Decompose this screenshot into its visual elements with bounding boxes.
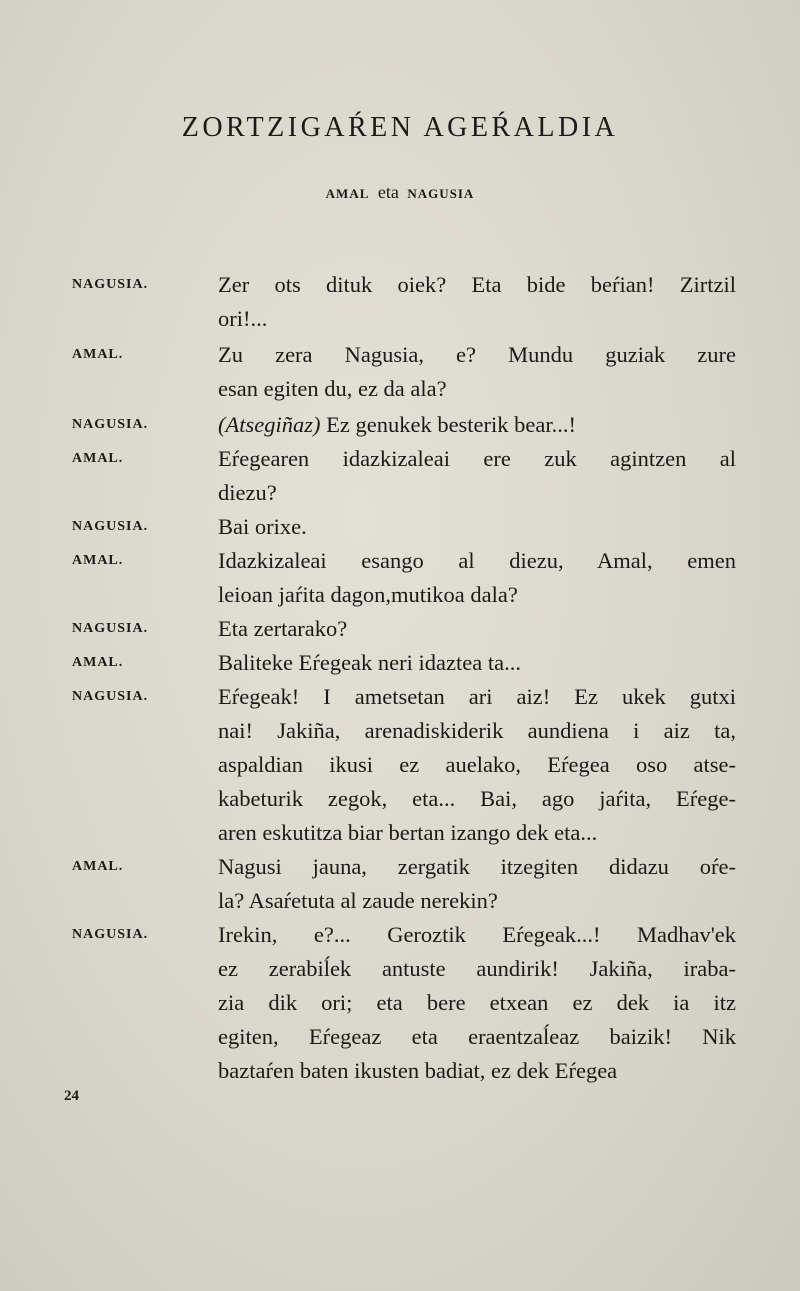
- speaker-name: AMAL.: [72, 655, 124, 670]
- speaker-name: NAGUSIA.: [72, 621, 149, 636]
- speech-line: kabeturik zegok, eta... Bai, ago jaŕita, Eŕege-: [218, 786, 736, 811]
- speaker-name: AMAL.: [72, 347, 124, 362]
- speech-line: ez zerabiĺek antuste aundirik! Jakiña, iraba-: [218, 956, 736, 981]
- scene-title: ZORTZIGAŔEN AGEŔALDIA: [181, 112, 619, 143]
- speaker-name: NAGUSIA.: [72, 519, 149, 534]
- speech-text: [218, 918, 736, 1088]
- speech-line: Eŕegeak! I ametsetan ari aiz! Ez ukek gutxi: [218, 684, 736, 709]
- speech-line: Baliteke Eŕegeak neri idaztea ta...: [218, 650, 521, 675]
- character-amal: AMAL: [325, 186, 370, 201]
- speech-text: [218, 544, 736, 612]
- speaker-name: NAGUSIA.: [72, 689, 149, 704]
- speech-line: esan egiten du, ez da ala?: [218, 376, 447, 401]
- scene-characters: [0, 182, 800, 203]
- speech-text: [218, 850, 736, 918]
- speech-text: [218, 680, 736, 850]
- character-conjunction: eta: [377, 182, 399, 202]
- page-number: 24: [64, 1088, 79, 1104]
- speech-text: [218, 338, 736, 406]
- speech-line: Bai orixe.: [218, 514, 307, 539]
- speaker-name: NAGUSIA.: [72, 927, 149, 942]
- speech-text: [218, 268, 736, 336]
- speech-line: la? Asaŕetuta al zaude nerekin?: [218, 888, 498, 913]
- speech-text: [218, 646, 736, 680]
- speech-line: Irekin, e?... Geroztik Eŕegeak...! Madhav'ek: [218, 922, 736, 947]
- speech-text: [218, 408, 736, 442]
- speech-line: aspaldian ikusi ez auelako, Eŕegea oso atse-: [218, 752, 736, 777]
- speech-line: Zu zera Nagusia, e? Mundu guziak zure: [218, 342, 736, 367]
- speech-text: [218, 510, 736, 544]
- speech-line: aren eskutitza biar bertan izango dek eta...: [218, 820, 598, 845]
- speech-line: (Atsegiñaz) Ez genukek besterik bear...!: [218, 412, 577, 437]
- speech-line: Zer ots dituk oiek? Eta bide beŕian! Zirtzil: [218, 272, 736, 297]
- speaker-name: AMAL.: [72, 451, 124, 466]
- speaker-name: AMAL.: [72, 553, 124, 568]
- speech-line: ori!...: [218, 306, 268, 331]
- speech-line: diezu?: [218, 480, 277, 505]
- speech-line: egiten, Eŕegeaz eta eraentzaĺeaz baizik! Nik: [218, 1024, 736, 1049]
- speech-line: zia dik ori; eta bere etxean ez dek ia itz: [218, 990, 736, 1015]
- speech-line: Eŕegearen idazkizaleai ere zuk agintzen al: [218, 446, 736, 471]
- speech-text: [218, 442, 736, 510]
- speaker-name: NAGUSIA.: [72, 277, 149, 292]
- stage-direction: (Atsegiñaz): [218, 412, 321, 437]
- speech-text: [218, 612, 736, 646]
- character-nagusia: NAGUSIA: [407, 186, 475, 201]
- speech-line: leioan jaŕita dagon,mutikoa dala?: [218, 582, 518, 607]
- speaker-name: NAGUSIA.: [72, 417, 149, 432]
- speaker-name: AMAL.: [72, 859, 124, 874]
- speech-line: Nagusi jauna, zergatik itzegiten didazu oŕe-: [218, 854, 736, 879]
- speech-line: Eta zertarako?: [218, 616, 348, 641]
- speech-line: Idazkizaleai esango al diezu, Amal, emen: [218, 548, 736, 573]
- speech-line: nai! Jakiña, arenadiskiderik aundiena i aiz ta,: [218, 718, 736, 743]
- speech-line: baztaŕen baten ikusten badiat, ez dek Eŕegea: [218, 1058, 618, 1083]
